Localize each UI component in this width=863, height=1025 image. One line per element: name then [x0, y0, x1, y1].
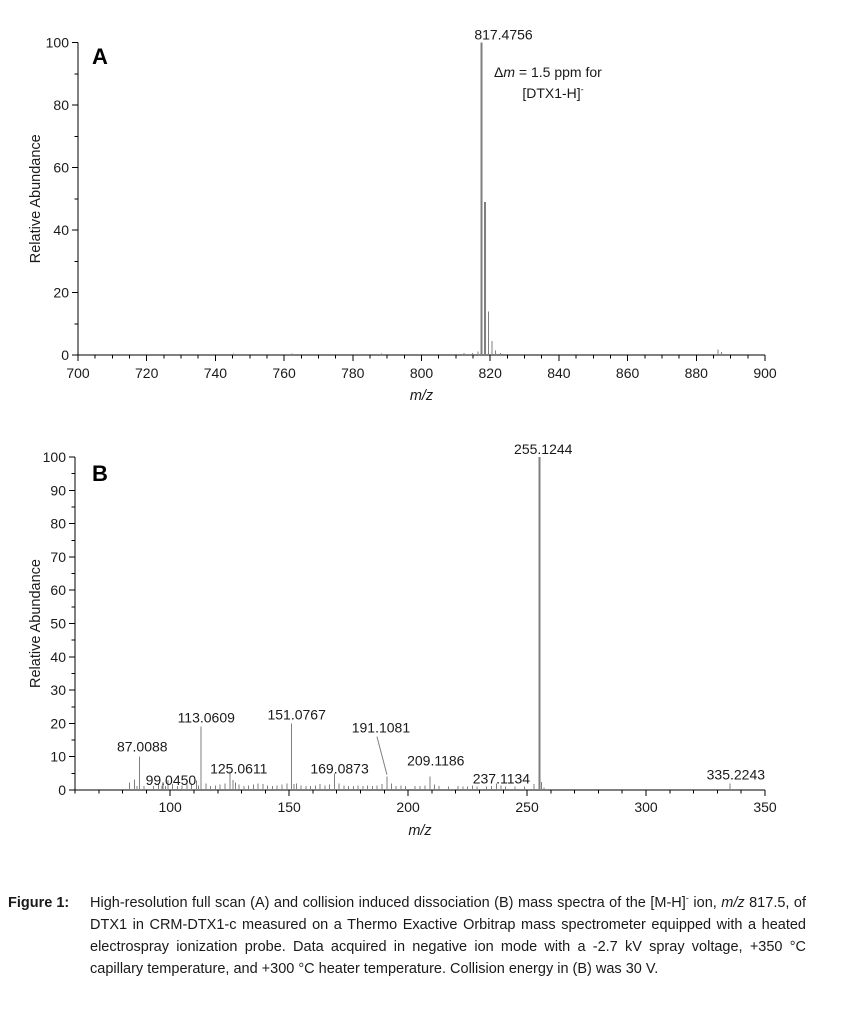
x-tick-label: 720 — [135, 365, 159, 381]
axis-labels — [28, 449, 777, 839]
figure-caption-text — [90, 892, 806, 980]
y-tick-label: 50 — [50, 615, 66, 632]
peak-labels — [474, 27, 533, 43]
x-axis-title: m/z — [409, 388, 434, 404]
x-tick-label: 300 — [634, 799, 658, 815]
peaks — [130, 457, 730, 790]
text-segment: - — [685, 892, 689, 904]
annotation-delta-m-text — [494, 62, 612, 83]
y-tick-label: 40 — [50, 648, 66, 665]
spectrum-b-plot — [0, 418, 863, 863]
y-axis-title: Relative Abundance — [28, 559, 44, 688]
y-tick-label: 70 — [50, 548, 66, 565]
axes — [69, 457, 765, 796]
peak-label-113.0609: 113.0609 — [177, 709, 235, 726]
x-tick-label: 840 — [547, 365, 571, 381]
y-tick-label: 60 — [53, 159, 69, 176]
y-tick-label: 90 — [50, 482, 66, 499]
x-axis-title: m/z — [408, 823, 432, 839]
text-segment: Δ — [494, 64, 504, 80]
y-axis-title: Relative Abundance — [28, 134, 44, 264]
x-tick-label: 800 — [409, 365, 434, 381]
y-tick-label: 0 — [61, 347, 69, 363]
text-segment: High-resolution full scan (A) and collision induced dissociation (B) mass spectra of the [M-H] — [90, 895, 686, 911]
text-segment: - — [580, 84, 584, 95]
text-segment: m — [503, 64, 516, 80]
peak-label-209.1186: 209.1186 — [407, 752, 465, 769]
y-tick-label: 80 — [50, 515, 66, 532]
peak-label-169.0873: 169.0873 — [310, 760, 369, 777]
peak-label-87.0088: 87.0088 — [116, 738, 168, 755]
y-tick-label: 0 — [58, 782, 66, 798]
x-tick-label: 100 — [158, 799, 182, 815]
panel-a-annotation — [494, 62, 612, 104]
y-tick-label: 100 — [45, 34, 69, 51]
text-segment: 817.5, of DTX1 in CRM-DTX1-c measured on a Thermo Exactive Orbitrap mass spectrometer equipped with a heated electrospray ionization probe. Data acquired in negative ion mode with a -2.7 kV spray voltage, +350 °C capillary temperature, and +300 °C heater temperature. Collision energy in (B) was 30 V. — [90, 895, 807, 977]
x-tick-label: 820 — [478, 365, 502, 381]
y-tick-label: 30 — [50, 682, 66, 699]
x-tick-label: 350 — [753, 799, 777, 815]
text-segment: ion, — [688, 895, 722, 911]
text-segment: [DTX1-H] — [522, 85, 581, 101]
y-tick-label: 80 — [53, 97, 69, 113]
figure-caption-label: Figure 1: — [8, 895, 70, 911]
peak-label-817.4756: 817.4756 — [474, 26, 533, 43]
y-tick-label: 40 — [53, 222, 69, 238]
text-segment: = 1.5 ppm for — [515, 64, 602, 80]
annotation-ion-text — [494, 83, 612, 104]
y-tick-label: 100 — [42, 449, 66, 465]
panel-a-letter: A — [92, 44, 108, 69]
peak-label-99.0450: 99.0450 — [145, 772, 197, 789]
x-tick-label: 880 — [684, 365, 708, 381]
x-tick-label: 740 — [203, 365, 228, 381]
peak-label-125.0611: 125.0611 — [210, 760, 268, 777]
y-tick-label: 20 — [53, 284, 69, 301]
peak-label-151.0767: 151.0767 — [267, 706, 326, 723]
y-tick-label: 60 — [50, 582, 66, 599]
x-tick-label: 700 — [66, 365, 90, 381]
peaks — [233, 43, 721, 356]
panel-b-letter: B — [92, 461, 108, 486]
x-tick-label: 250 — [515, 799, 539, 815]
peak-labels — [117, 441, 765, 788]
axis-labels — [28, 35, 777, 405]
text-segment: m/z — [721, 895, 745, 911]
peak-label-335.2243: 335.2243 — [706, 766, 766, 783]
x-tick-label: 780 — [341, 365, 365, 381]
y-tick-label: 20 — [50, 715, 66, 732]
x-tick-label: 900 — [753, 365, 777, 381]
figure-caption — [8, 892, 806, 980]
peak-label-leader — [377, 737, 387, 775]
x-tick-label: 760 — [272, 365, 296, 381]
peak-label-237.1134: 237.1134 — [472, 770, 531, 787]
x-tick-label: 860 — [615, 365, 640, 381]
y-tick-label: 10 — [50, 748, 66, 765]
x-tick-label: 150 — [277, 799, 301, 815]
spectrum-a-plot — [0, 0, 863, 414]
x-tick-label: 200 — [396, 799, 420, 815]
axes — [72, 43, 765, 362]
peak-label-255.1244: 255.1244 — [514, 441, 573, 457]
peak-label-191.1081: 191.1081 — [351, 719, 411, 736]
